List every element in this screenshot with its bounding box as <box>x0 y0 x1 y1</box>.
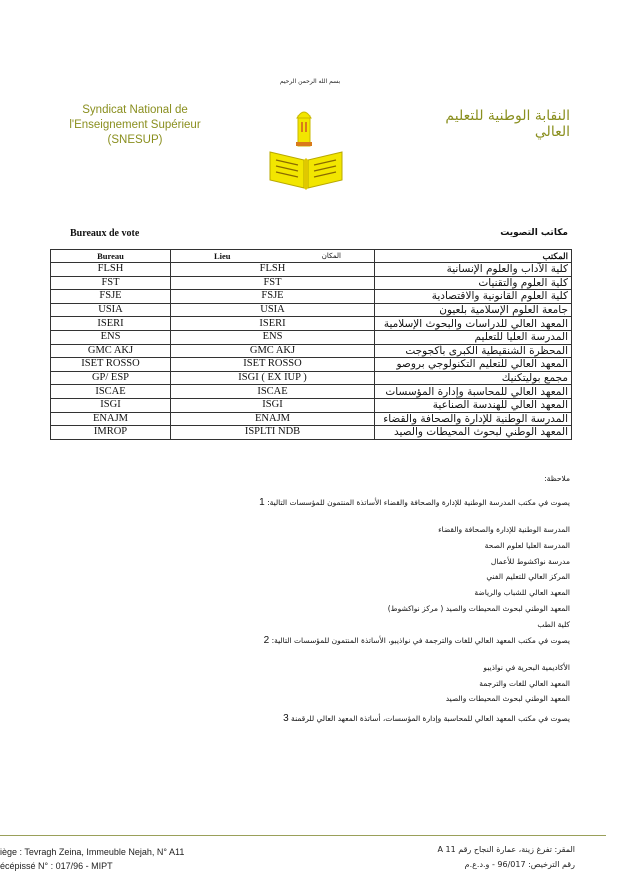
table-row <box>51 330 572 344</box>
footer-recepisse-fr: écépissé N° : 017/96 - MIPT <box>0 861 113 871</box>
cell-lieu: ISGI <box>171 398 375 412</box>
cell-bureau-ar: المعهد العالي للهندسة الصناعية <box>375 398 572 412</box>
col-header-lieu-fr: Lieu <box>214 251 231 261</box>
cell-bureau-ar: المعهد العالي للمحاسبة وإدارة المؤسسات <box>375 385 572 399</box>
footer-divider <box>0 835 606 836</box>
cell-bureau-ar: كلية الآداب والعلوم الإنسانية <box>375 263 572 277</box>
table-row <box>51 371 572 385</box>
table-row <box>51 426 572 440</box>
cell-bureau: USIA <box>51 303 171 317</box>
note-2-number: 2 <box>263 635 270 646</box>
cell-bureau-ar: مجمع بوليتكنيك <box>375 371 572 385</box>
table-row <box>51 358 572 372</box>
note-1-number: 1 <box>259 497 265 508</box>
list-item: المركز العالي للتعليم الفني <box>486 572 570 582</box>
note-1-text: يصوت في مكتب المدرسة الوطنية للإدارة والصحافة والقضاء الأساتذة المنتمون للمؤسسات التالية: <box>267 498 570 507</box>
notes-label: ملاحظة: <box>544 474 570 483</box>
cell-bureau-ar: كلية العلوم والتقنيات <box>375 276 572 290</box>
note-2 <box>230 635 570 646</box>
cell-bureau-ar: المحظرة الشنقيطية الكبرى بأكجوجت <box>375 344 572 358</box>
cell-lieu: ISPLTI NDB <box>171 426 375 440</box>
cell-bureau: FSJE <box>51 290 171 304</box>
table-row <box>51 303 572 317</box>
cell-bureau: ISGI <box>51 398 171 412</box>
col-header-bureau: Bureau <box>51 250 171 263</box>
col-header-lieu-ar: المكان <box>321 252 341 260</box>
org-name-fr-line3: (SNESUP) <box>107 134 163 146</box>
cell-bureau: FLSH <box>51 263 171 277</box>
table-row <box>51 344 572 358</box>
note-3-number: 3 <box>283 713 289 724</box>
footer-siege-ar: المقر: تفرغ زينة، عمارة النجاح رقم A 11 <box>437 845 575 854</box>
cell-lieu: ISGI ( EX IUP ) <box>171 371 375 385</box>
table-header-row <box>51 250 572 263</box>
section-title-ar: مكاتب التصويت <box>500 228 568 238</box>
org-name-fr-line2: l'Enseignement Supérieur <box>69 119 201 131</box>
cell-bureau-ar: المعهد العالي للتعليم التكنولوجي بروصو <box>375 358 572 372</box>
cell-lieu: FST <box>171 276 375 290</box>
list-item: المعهد العالي للغات والترجمة <box>479 678 570 688</box>
cell-lieu: FLSH <box>171 263 375 277</box>
list-item: المعهد الوطني لبحوث المحيطات والصيد ( مركز نواكشوط) <box>387 603 570 613</box>
cell-lieu: ENS <box>171 330 375 344</box>
list-item: مدرسة نواكشوط للأعمال <box>490 556 570 566</box>
footer-siege-fr: iège : Tevragh Zeina, Immeuble Nejah, N° A11 <box>0 847 185 857</box>
cell-bureau-ar: جامعة العلوم الإسلامية بلعيون <box>375 303 572 317</box>
cell-bureau: IMROP <box>51 426 171 440</box>
cell-lieu: ENAJM <box>171 412 375 426</box>
list-item: الأكاديمية البحرية في نواذيبو <box>483 663 570 672</box>
org-name-fr-line1: Syndicat National de <box>82 104 188 116</box>
voting-bureaus-table <box>50 249 572 440</box>
org-name-ar: النقابة الوطنية للتعليم العالي <box>445 108 570 140</box>
table-row <box>51 317 572 331</box>
cell-bureau-ar: المعهد الوطني لبحوث المحيطات والصيد <box>375 426 572 440</box>
cell-bureau-ar: كلية العلوم القانونية والاقتصادية <box>375 290 572 304</box>
list-item: كلية الطب <box>537 619 570 629</box>
cell-lieu: GMC AKJ <box>171 344 375 358</box>
section-title-fr: Bureaux de vote <box>70 228 140 239</box>
cell-bureau: ISERI <box>51 317 171 331</box>
list-item: المدرسة الوطنية للإدارة والصحافة والقضاء <box>438 525 570 534</box>
note-2-list <box>300 660 570 707</box>
table-row <box>51 398 572 412</box>
table-row <box>51 290 572 304</box>
list-item: المدرسة العليا لعلوم الصحة <box>484 540 570 550</box>
basmala: بسم الله الرحمن الرحيم <box>279 78 341 85</box>
snesup-logo <box>266 108 348 196</box>
org-name-fr <box>60 103 210 148</box>
cell-bureau: ENS <box>51 330 171 344</box>
note-2-text: يصوت في مكتب المعهد العالي للغات والترجمة في نواذيبو، الأساتذة المنتمون للمؤسسات التالية: <box>271 636 570 645</box>
col-header-lieu <box>171 250 375 263</box>
table-row <box>51 412 572 426</box>
list-item: المعهد العالي للشباب والرياضة <box>474 588 570 598</box>
note-3 <box>230 713 570 724</box>
table-row <box>51 385 572 399</box>
col-header-bureau-ar: المكتب <box>375 250 572 263</box>
footer-recepisse-ar: رقم الترخيص: 96/017 - و.د.ع.م <box>464 860 575 869</box>
cell-bureau: GMC AKJ <box>51 344 171 358</box>
cell-bureau-ar: المعهد العالي للدراسات والبحوث الإسلامية <box>375 317 572 331</box>
cell-lieu: ISET ROSSO <box>171 358 375 372</box>
cell-lieu: ISCAE <box>171 385 375 399</box>
cell-bureau: ISCAE <box>51 385 171 399</box>
cell-bureau: ISET ROSSO <box>51 358 171 372</box>
cell-bureau: ENAJM <box>51 412 171 426</box>
cell-bureau: FST <box>51 276 171 290</box>
cell-lieu: ISERI <box>171 317 375 331</box>
cell-lieu: USIA <box>171 303 375 317</box>
list-item: المعهد الوطني لبحوث المحيطات والصيد <box>445 694 570 703</box>
table-row <box>51 276 572 290</box>
note-3-text: يصوت في مكتب المعهد العالي للمحاسبة وإدارة المؤسسات، أساتذة المعهد العالي للرقمنة <box>291 714 570 723</box>
note-1 <box>230 497 570 508</box>
table-row <box>51 263 572 277</box>
cell-bureau: GP/ ESP <box>51 371 171 385</box>
cell-bureau-ar: المدرسة الوطنية للإدارة والصحافة والقضاء <box>375 412 572 426</box>
cell-bureau-ar: المدرسة العليا للتعليم <box>375 330 572 344</box>
cell-lieu: FSJE <box>171 290 375 304</box>
note-1-list <box>300 522 570 633</box>
